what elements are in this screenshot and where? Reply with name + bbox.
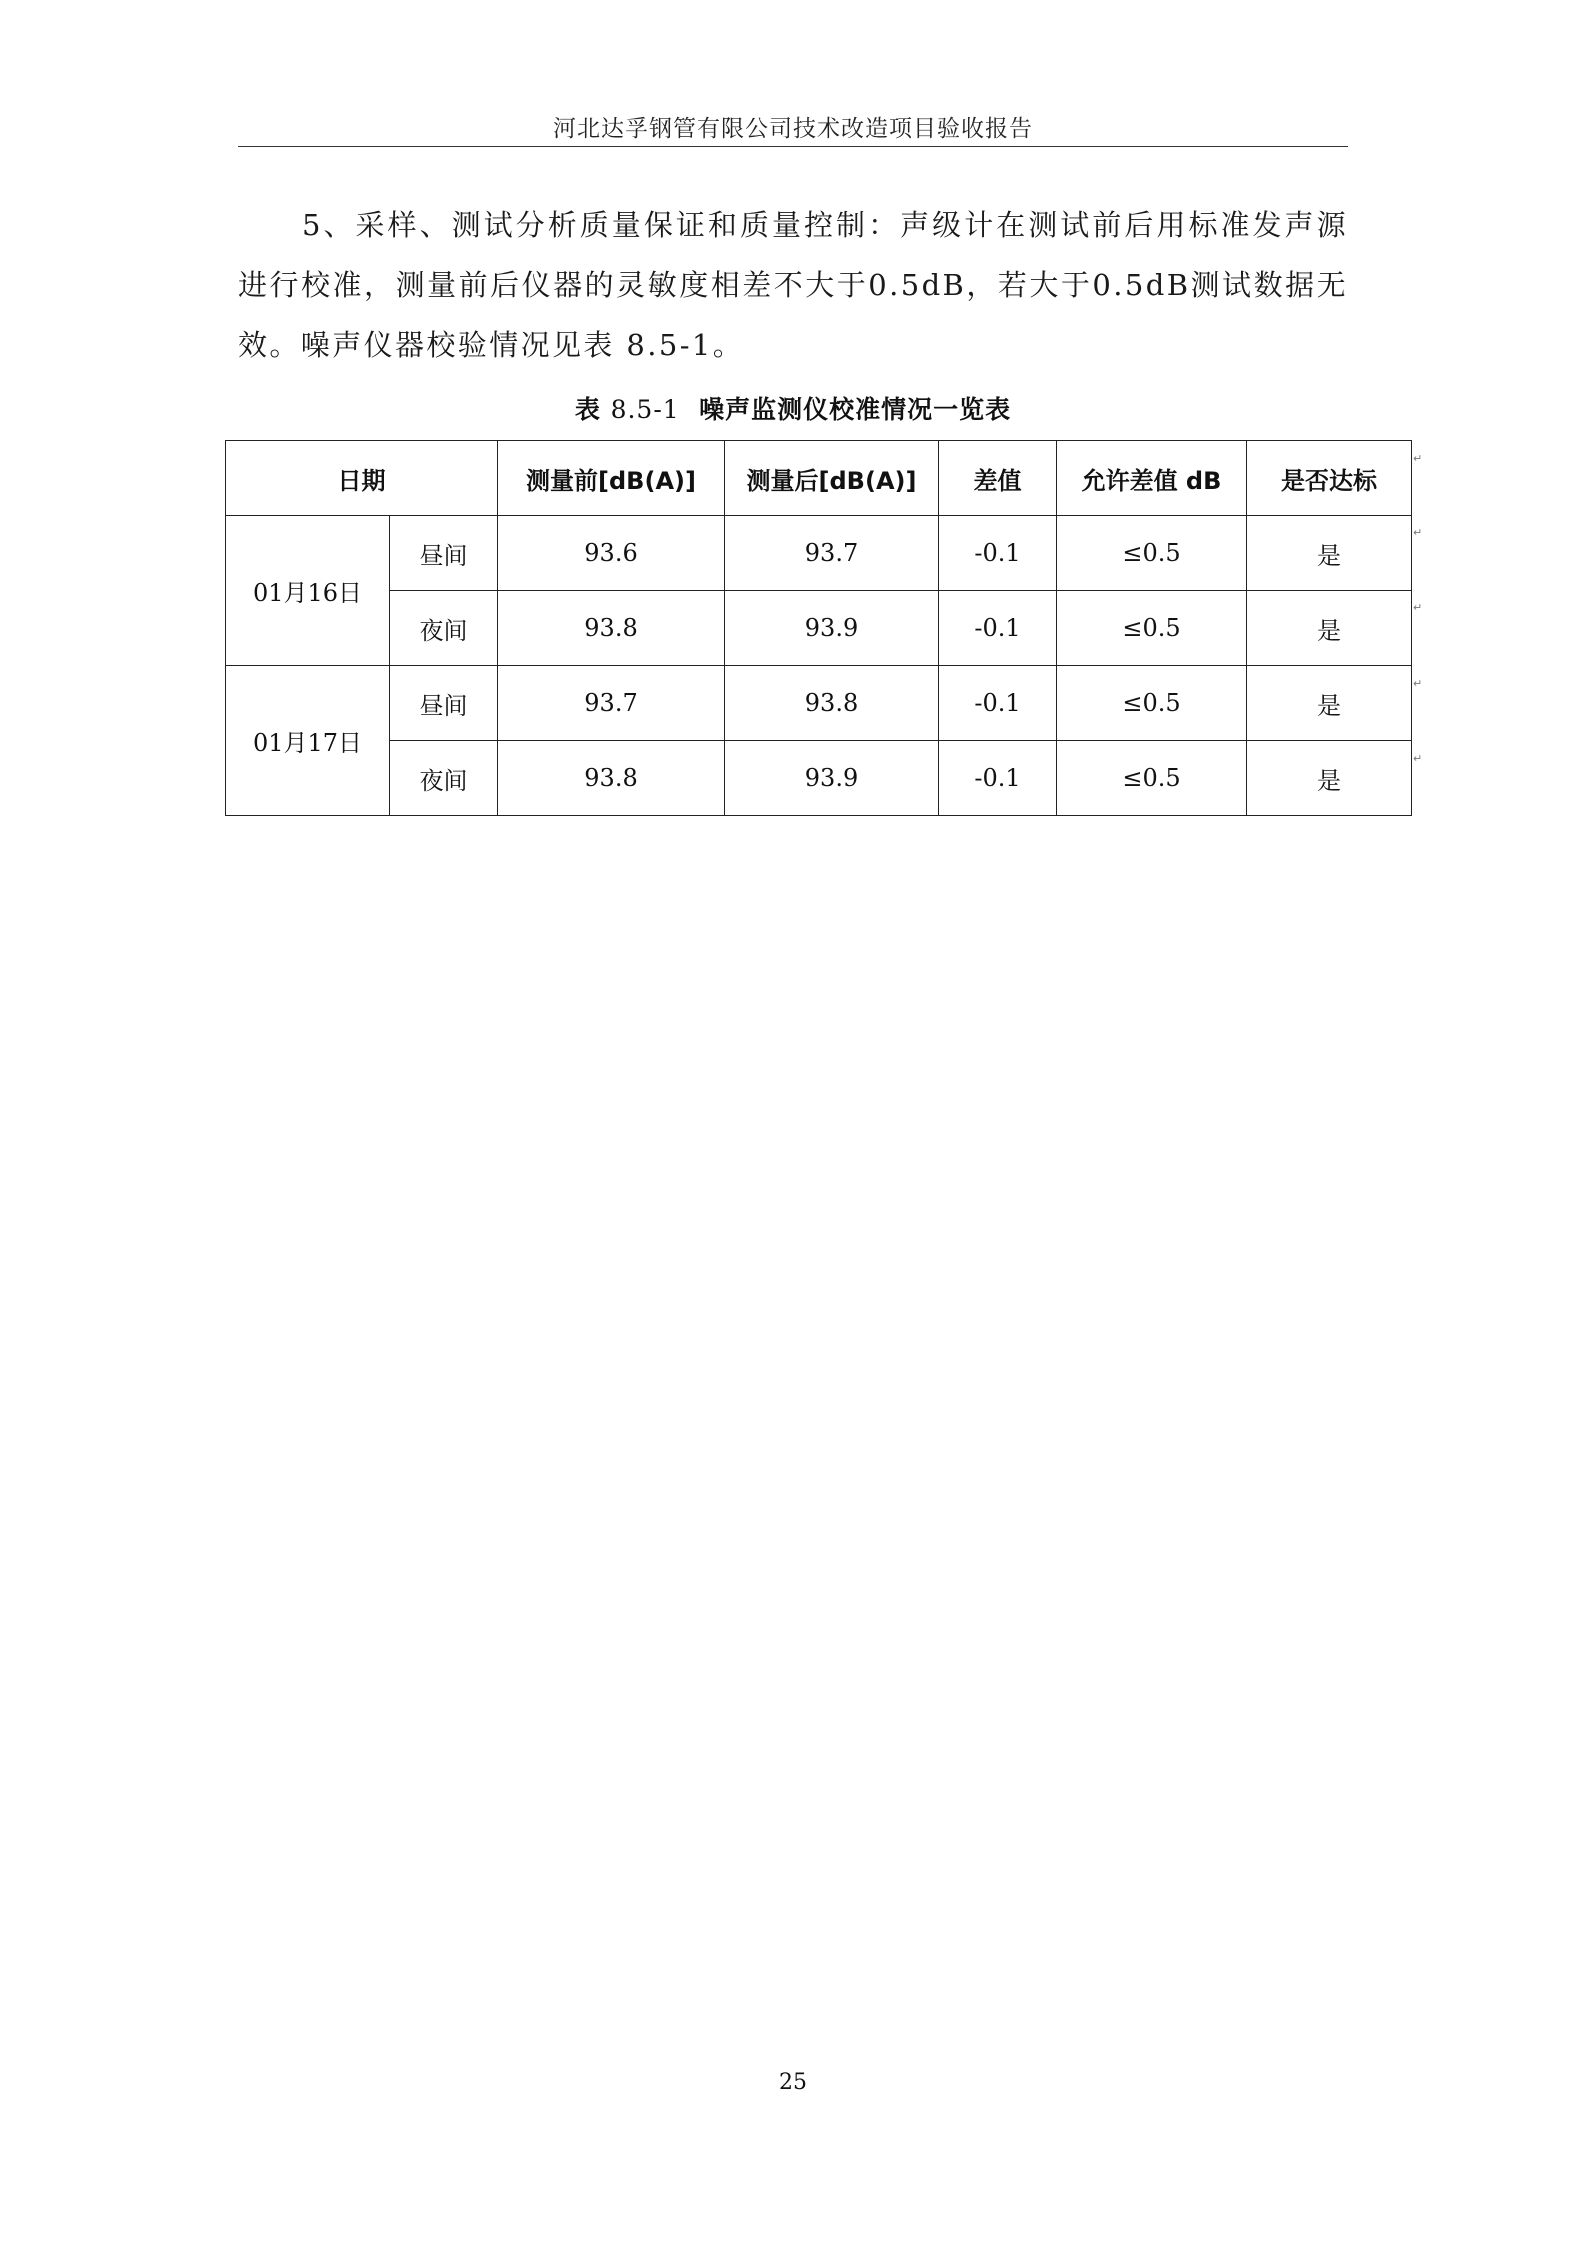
before-cell: 93.8: [498, 591, 725, 666]
header-allowed: 允许差值 dB: [1057, 441, 1247, 516]
calibration-table: [225, 440, 1412, 816]
after-cell: 93.7: [725, 516, 939, 591]
header-diff: 差值: [939, 441, 1057, 516]
period-cell: 夜间: [390, 591, 498, 666]
before-cell: 93.8: [498, 741, 725, 816]
header-pass: 是否达标: [1247, 441, 1412, 516]
table-caption: [238, 390, 1348, 426]
table-row: [226, 591, 1412, 666]
row-end-mark: ↵: [1413, 752, 1423, 765]
page-number: 25: [779, 2070, 807, 2095]
date-cell: 01月17日: [226, 666, 390, 816]
date-cell: 01月16日: [226, 516, 390, 666]
row-end-mark: ↵: [1413, 452, 1423, 465]
pass-cell: 是: [1247, 591, 1412, 666]
header-after: 测量后[dB(A)]: [725, 441, 939, 516]
caption-number: 8.5-1: [610, 395, 680, 424]
table-row: [226, 516, 1412, 591]
before-cell: 93.7: [498, 666, 725, 741]
header-divider: [238, 146, 1348, 147]
header-before: 测量前[dB(A)]: [498, 441, 725, 516]
before-cell: 93.6: [498, 516, 725, 591]
allowed-cell: ≤0.5: [1057, 666, 1247, 741]
period-cell: 昼间: [390, 666, 498, 741]
period-cell: 昼间: [390, 516, 498, 591]
allowed-cell: ≤0.5: [1057, 516, 1247, 591]
running-header-title: 河北达孚钢管有限公司技术改造项目验收报告: [553, 116, 1033, 142]
table-header-row: [226, 441, 1412, 516]
table-row: [226, 666, 1412, 741]
header-date: 日期: [226, 441, 498, 516]
caption-prefix: 表: [574, 395, 601, 424]
diff-cell: -0.1: [939, 591, 1057, 666]
row-end-mark: ↵: [1413, 677, 1423, 690]
period-cell: 夜间: [390, 741, 498, 816]
after-cell: 93.9: [725, 741, 939, 816]
pass-cell: 是: [1247, 666, 1412, 741]
table-row: [226, 741, 1412, 816]
diff-cell: -0.1: [939, 666, 1057, 741]
after-cell: 93.9: [725, 591, 939, 666]
row-end-mark: ↵: [1413, 601, 1423, 614]
caption-text: 噪声监测仪校准情况一览表: [699, 395, 1012, 424]
allowed-cell: ≤0.5: [1057, 741, 1247, 816]
row-end-mark: ↵: [1413, 526, 1423, 539]
paragraph-text: 5、采样、测试分析质量保证和质量控制：声级计在测试前后用标准发声源进行校准，测量前后仪器的灵敏度相差不大于0.5dB，若大于0.5dB测试数据无效。噪声仪器校验情况见表 8.5-1。: [238, 208, 1348, 362]
after-cell: 93.8: [725, 666, 939, 741]
diff-cell: -0.1: [939, 516, 1057, 591]
allowed-cell: ≤0.5: [1057, 591, 1247, 666]
diff-cell: -0.1: [939, 741, 1057, 816]
pass-cell: 是: [1247, 741, 1412, 816]
pass-cell: 是: [1247, 516, 1412, 591]
body-paragraph: [238, 195, 1348, 375]
